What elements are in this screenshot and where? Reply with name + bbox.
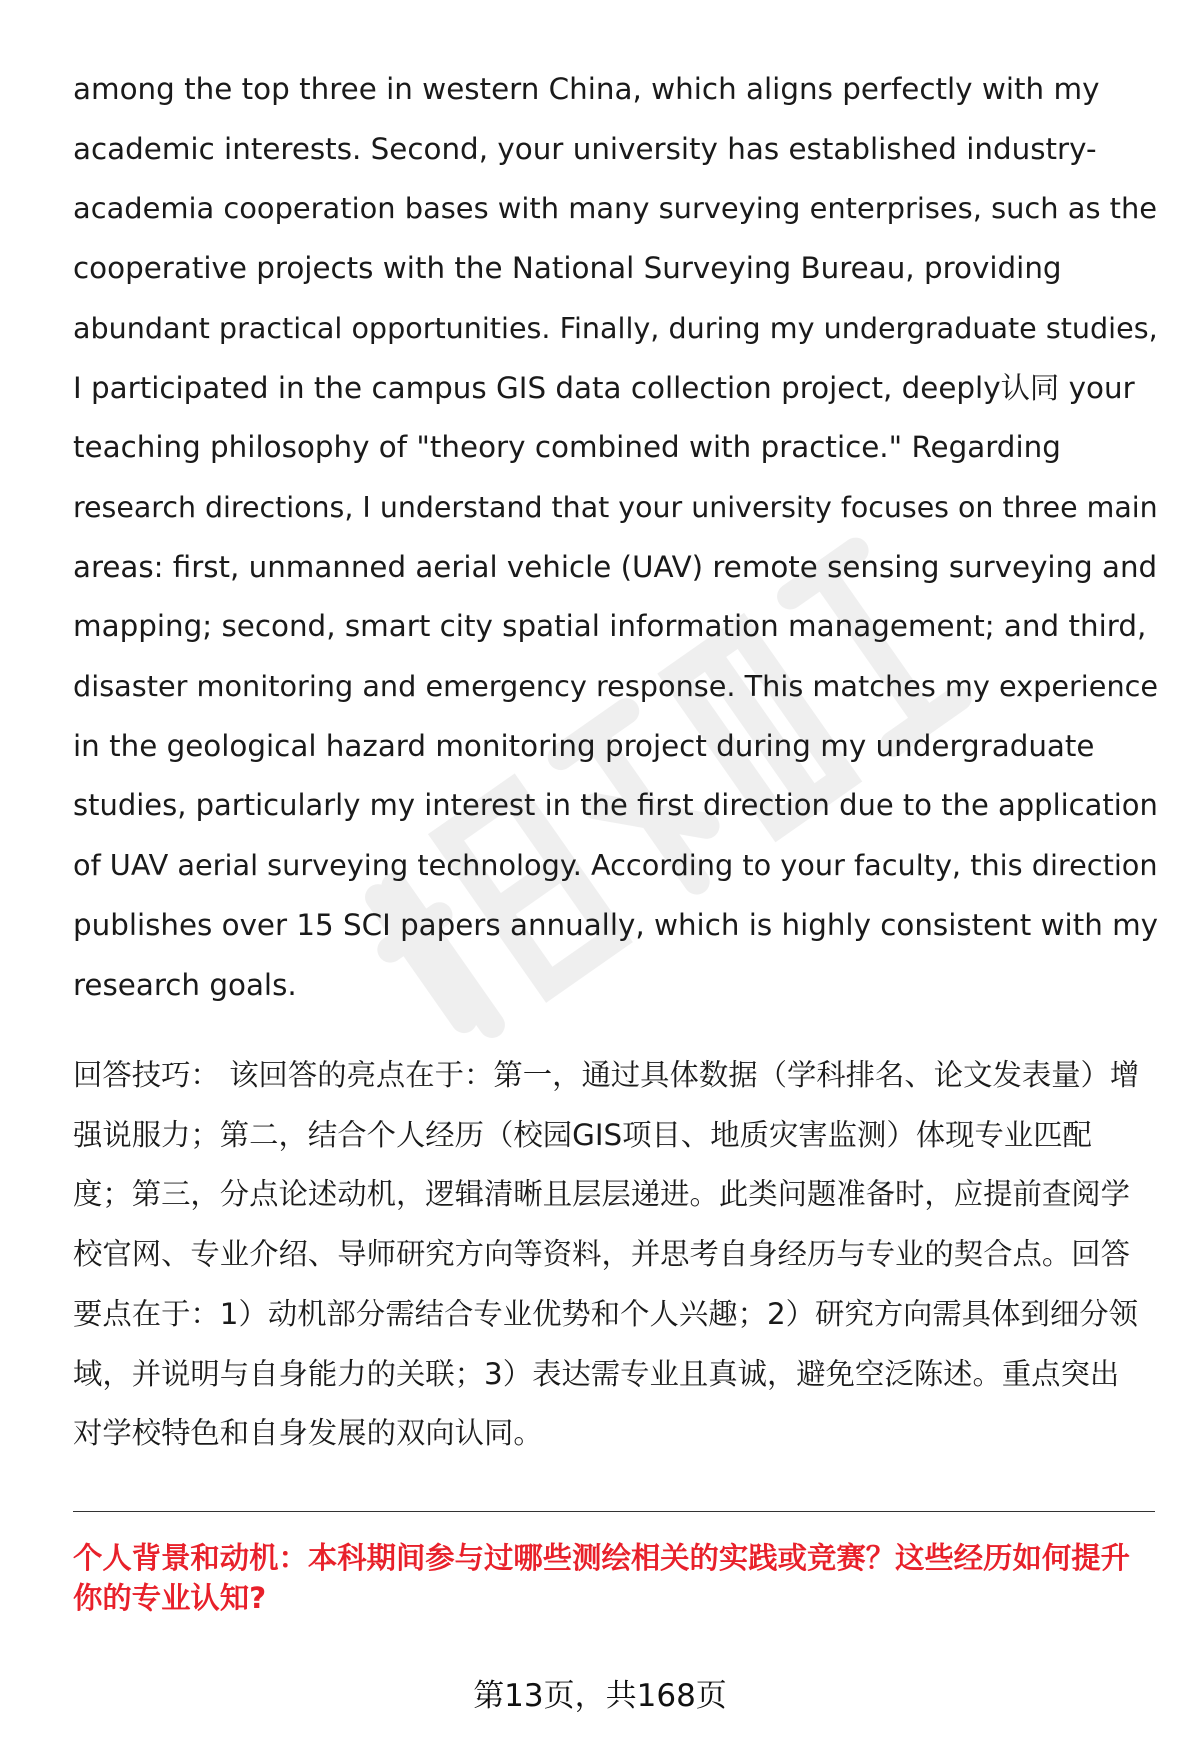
next-question-heading [73,1538,1163,1618]
tips-line: 校官网、专业介绍、导师研究方向等资料，并思考自身经历与专业的契合点。回答 [73,1237,1130,1272]
answer-line: academia cooperation bases with many surveying enterprises, such as the [73,191,1158,226]
answer-line: research goals. [73,967,297,1002]
answer-line: cooperative projects with the National Surveying Bureau, providing [73,251,1062,286]
answer-line: of UAV aerial surveying technology. According to your faculty, this direction [73,848,1158,883]
tips-line: 度；第三，分点论述动机，逻辑清晰且层层递进。此类问题准备时，应提前查阅学 [73,1177,1130,1212]
answer-line: in the geological hazard monitoring project during my undergraduate [73,728,1095,763]
answer-line: academic interests. Second, your university has established industry- [73,131,1097,166]
answer-line: teaching philosophy of "theory combined with practice." Regarding [73,430,1061,465]
answer-line: research directions, I understand that your university focuses on three main [73,490,1158,524]
answer-line: abundant practical opportunities. Finally, during my undergraduate studies, [73,310,1158,345]
answer-line: studies, particularly my interest in the first direction due to the application [73,788,1158,823]
tips-line: 回答技巧： 该回答的亮点在于：第一，通过具体数据（学科排名、论文发表量）增 [73,1058,1140,1092]
question-line: 个人背景和动机：本科期间参与过哪些测绘相关的实践或竞赛？这些经历如何提升 [73,1541,1130,1575]
answer-line: disaster monitoring and emergency response. This matches my experience [73,669,1159,704]
page-number-footer: 第13页，共168页 [473,1678,727,1714]
section-divider [73,1511,1155,1512]
answer-line: areas: first, unmanned aerial vehicle (UAV) remote sensing surveying and [73,549,1158,584]
answer-paragraph [73,60,1163,1015]
answer-tips-paragraph [73,1046,1163,1464]
answer-line: publishes over 15 SCI papers annually, which is highly consistent with my [73,907,1159,942]
answer-line: among the top three in western China, which aligns perfectly with my [73,72,1100,106]
tips-line: 要点在于：1）动机部分需结合专业优势和个人兴趣；2）研究方向需具体到细分领 [73,1296,1138,1331]
tips-line: 强说服力；第二，结合个人经历（校园GIS项目、地质灾害监测）体现专业匹配 [73,1117,1092,1152]
answer-line: I participated in the campus GIS data collection project, deeply认同 your [73,370,1135,405]
tips-line: 域，并说明与自身能力的关联；3）表达需专业且真诚，避免空泛陈述。重点突出 [73,1356,1120,1391]
question-line: 你的专业认知? [73,1581,267,1615]
tips-line: 对学校特色和自身发展的双向认同。 [73,1416,543,1451]
answer-line: mapping; second, smart city spatial information management; and third, [73,609,1147,644]
